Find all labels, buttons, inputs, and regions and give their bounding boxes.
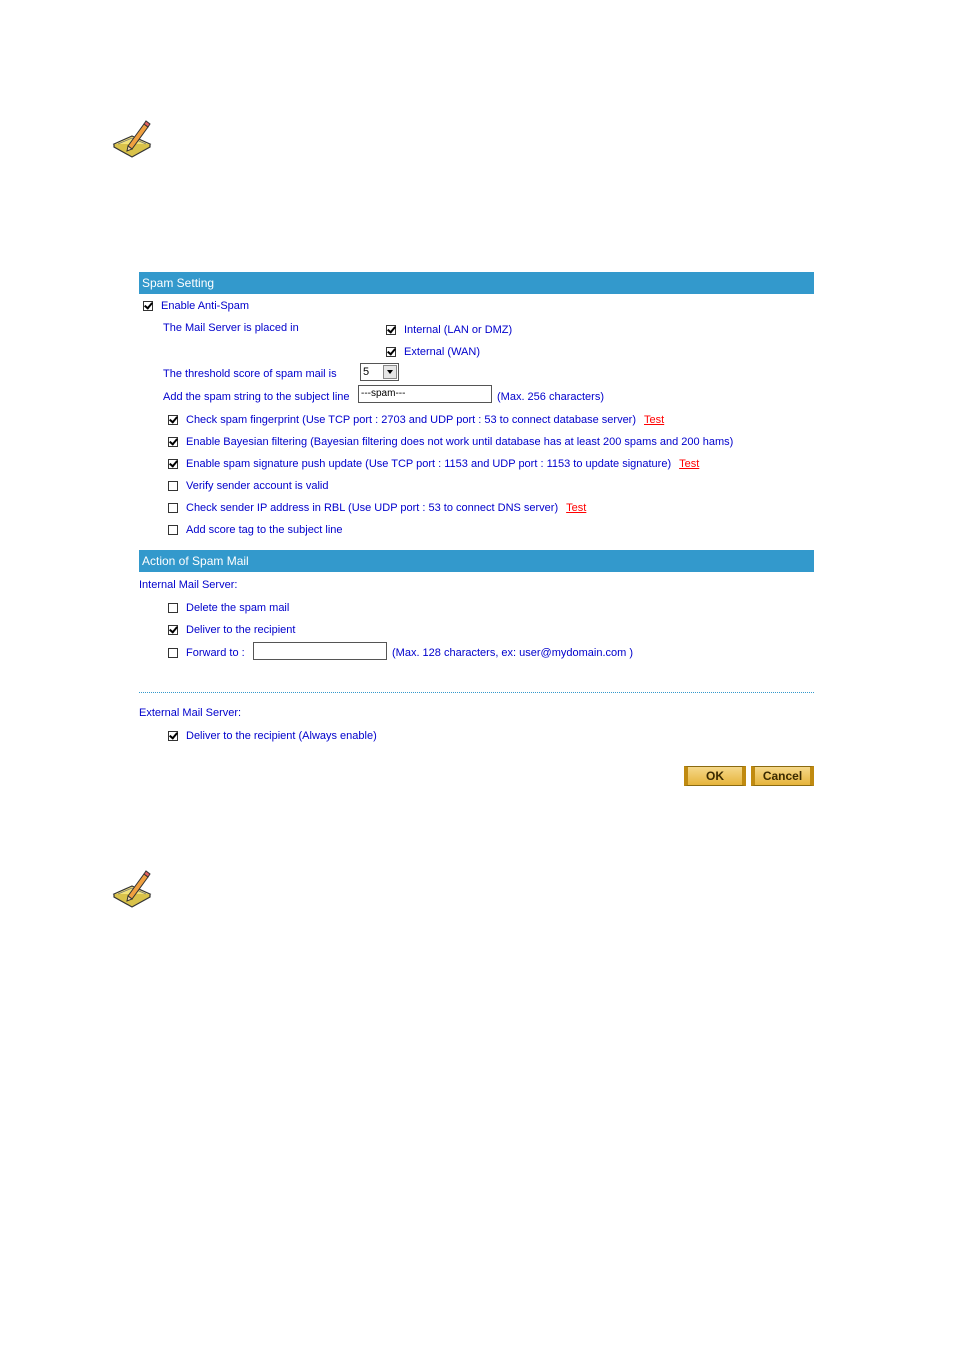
divider bbox=[139, 692, 814, 693]
option-label: Enable Bayesian filtering (Bayesian filtering does not work until database has at least 200 spams and 200 hams) bbox=[186, 436, 734, 448]
spam-string-label: Add the spam string to the subject line bbox=[163, 391, 350, 403]
external-deliver-label: Deliver to the recipient (Always enable) bbox=[186, 730, 377, 742]
option-row bbox=[168, 434, 733, 450]
forward-label: Forward to : bbox=[186, 647, 245, 659]
delete-label: Delete the spam mail bbox=[186, 602, 290, 614]
internal-mail-server-label: Internal Mail Server: bbox=[139, 579, 238, 591]
external-mail-server-label: External Mail Server: bbox=[139, 707, 242, 719]
option-row bbox=[168, 478, 328, 494]
forward-checkbox[interactable] bbox=[168, 648, 178, 658]
external-checkbox[interactable] bbox=[386, 347, 396, 357]
forward-row bbox=[168, 645, 245, 661]
option-label: Verify sender account is valid bbox=[186, 480, 329, 492]
option-label: Check sender IP address in RBL (Use UDP port : 53 to connect DNS server) bbox=[186, 502, 559, 514]
external-deliver-row bbox=[168, 728, 377, 744]
mail-server-placed-label: The Mail Server is placed in bbox=[163, 322, 299, 334]
option-label: Enable spam signature push update (Use TCP port : 1153 and UDP port : 1153 to update signature) bbox=[186, 458, 672, 470]
enable-anti-spam-label: Enable Anti-Spam bbox=[161, 300, 250, 312]
option-checkbox[interactable] bbox=[168, 459, 178, 469]
delete-row bbox=[168, 600, 289, 616]
option-checkbox[interactable] bbox=[168, 415, 178, 425]
action-header: Action of Spam Mail bbox=[139, 550, 814, 572]
spam-string-hint: (Max. 256 characters) bbox=[497, 391, 604, 403]
enable-anti-spam-row bbox=[143, 298, 249, 314]
threshold-value: 5 bbox=[363, 366, 370, 378]
spam-string-input[interactable]: ---spam--- bbox=[358, 385, 492, 403]
internal-checkbox[interactable] bbox=[386, 325, 396, 335]
external-label: External (WAN) bbox=[404, 346, 480, 358]
internal-row bbox=[386, 322, 512, 338]
external-row bbox=[386, 344, 480, 360]
deliver-row bbox=[168, 622, 295, 638]
note-pencil-icon bbox=[110, 868, 154, 910]
note-pencil-icon bbox=[110, 118, 154, 160]
option-label: Add score tag to the subject line bbox=[186, 524, 343, 536]
test-link[interactable]: Test bbox=[566, 502, 587, 514]
option-checkbox[interactable] bbox=[168, 503, 178, 513]
option-checkbox[interactable] bbox=[168, 437, 178, 447]
option-row bbox=[168, 412, 664, 428]
option-row bbox=[168, 500, 586, 516]
option-label: Check spam fingerprint (Use TCP port : 2703 and UDP port : 53 to connect database server) bbox=[186, 414, 637, 426]
spam-setting-header: Spam Setting bbox=[139, 272, 814, 294]
test-link[interactable]: Test bbox=[679, 458, 700, 470]
internal-label: Internal (LAN or DMZ) bbox=[404, 324, 513, 336]
deliver-checkbox[interactable] bbox=[168, 625, 178, 635]
chevron-down-icon[interactable] bbox=[383, 365, 397, 379]
option-checkbox[interactable] bbox=[168, 481, 178, 491]
forward-hint: (Max. 128 characters, ex: user@mydomain.com ) bbox=[392, 647, 634, 659]
option-checkbox[interactable] bbox=[168, 525, 178, 535]
external-deliver-checkbox[interactable] bbox=[168, 731, 178, 741]
test-link[interactable]: Test bbox=[644, 414, 665, 426]
threshold-label: The threshold score of spam mail is bbox=[163, 368, 337, 380]
forward-input[interactable] bbox=[253, 642, 387, 660]
enable-anti-spam-checkbox[interactable] bbox=[143, 301, 153, 311]
deliver-label: Deliver to the recipient bbox=[186, 624, 296, 636]
option-row bbox=[168, 522, 343, 538]
delete-checkbox[interactable] bbox=[168, 603, 178, 613]
option-row bbox=[168, 456, 699, 472]
threshold-select[interactable] bbox=[360, 363, 399, 381]
ok-button[interactable]: OK bbox=[684, 766, 746, 786]
cancel-button[interactable]: Cancel bbox=[751, 766, 814, 786]
